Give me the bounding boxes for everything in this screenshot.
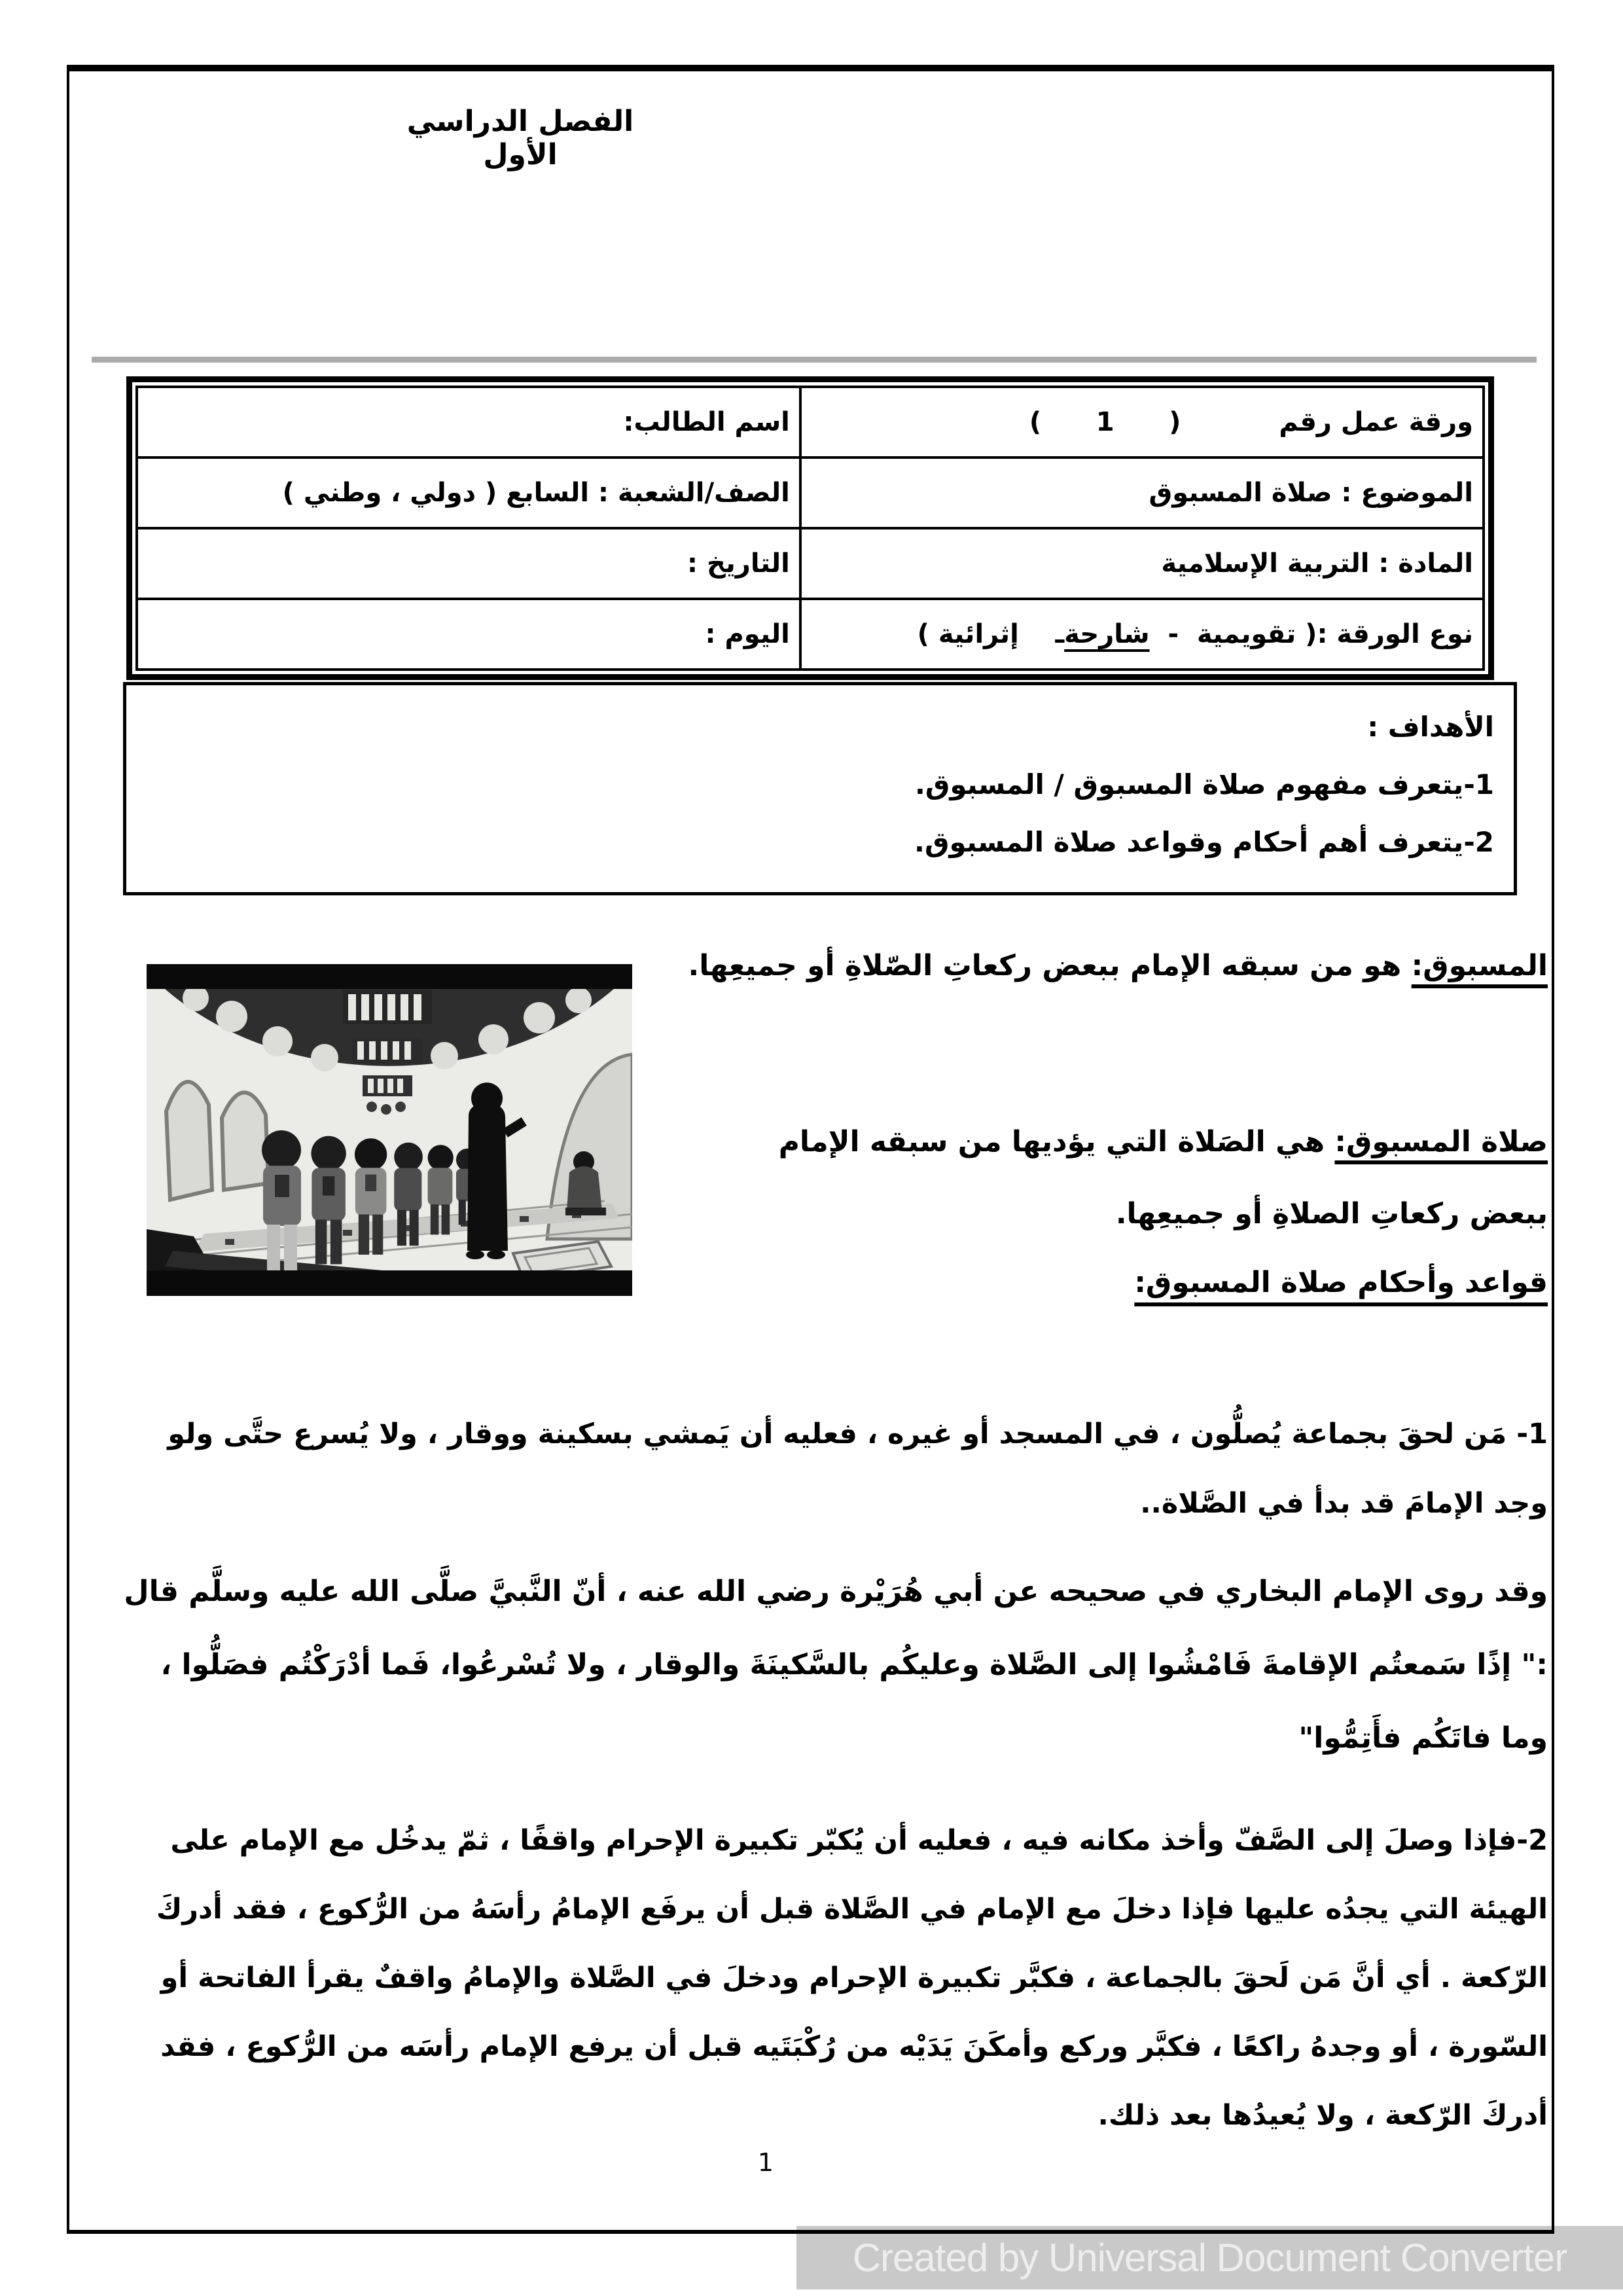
table-row-paper-type: [137, 599, 1484, 670]
rules-heading: قواعد وأحكام صلاة المسبوق:: [1134, 1266, 1548, 1299]
paragraph-line: أدركَ الرّكعة ، ولا يُعيدُها بعد ذلك.: [1097, 2099, 1548, 2132]
cell-paper-type: [800, 599, 1484, 670]
watermark-bar: [796, 2226, 1623, 2289]
cell-day: اليوم :: [137, 599, 800, 670]
semester-title: الفصل الدراسي الأول: [406, 105, 634, 171]
hadith-line: وقد روى الإمام البخاري في صحيحه عن أبي هُرَيْرة رضي الله عنه ، أنّ النَّبيَّ صلَّى الله عليه وسلَّم قال: [124, 1575, 1548, 1608]
table-row-subject: [137, 457, 1484, 528]
paragraph-line: وجد الإمامَ قد بدأ في الصَّلاة..: [1140, 1487, 1548, 1520]
definition-line: [92, 1106, 1548, 1178]
objectives-title: الأهداف :: [1367, 711, 1494, 743]
hadith-paragraph: [92, 1555, 1548, 1775]
watermark-text: Created by Universal Document Converter: [852, 2236, 1567, 2280]
objective-item: 1-يتعرف مفهوم صلاة المسبوق / المسبوق.: [914, 768, 1494, 800]
cell-subject: الموضوع : صلاة المسبوق: [800, 457, 1484, 528]
cell-worksheet-number: [800, 387, 1484, 457]
definition-text: هي الصَلاة التي يؤديها من سبقه الإمام: [778, 1125, 1335, 1158]
worksheet-number-value: ( 1 ): [1029, 407, 1181, 437]
page-number: 1: [757, 2148, 774, 2177]
definition-line: ببعض ركعاتِ الصلاةِ أو جميعِها.: [1115, 1197, 1548, 1230]
paper-type-suffix: ـ إثرائية ): [917, 619, 1065, 649]
paragraph-line: 1- مَن لحقَ بجماعة يُصلُّون ، في المسجد أو غيره ، فعليه أن يَمشي بسكينة ووقار ، ولا يُسرع حتَّى ولو: [168, 1418, 1548, 1450]
paragraph-line: 2-فإذا وصلَ إلى الصَّفّ وأخذ مكانه فيه ، فعليه أن يُكبّر تكبيرة الإحرام واقفًا ، ثمّ يدخُل مع الإمام على: [170, 1824, 1548, 1857]
info-table: [126, 376, 1494, 680]
definition-text: هو من سبقه الإمام ببعض ركعاتِ الصّلاةِ أو جميعِها.: [688, 949, 1412, 982]
cell-student-name: اسم الطالب:: [137, 387, 800, 457]
hadith-line: وما فاتَكُم فأَتِمُّوا": [1298, 1721, 1548, 1755]
rule-point-1: [92, 1399, 1548, 1538]
section-divider: [92, 357, 1537, 363]
cell-date: التاريخ :: [137, 528, 800, 599]
hadith-line: :" إذًا سَمعتُم الإقامةَ فَامْشُوا إلى الصَّلاة وعليكُم بالسَّكينَةَ والوقار ، ولا تُسْرعُوا، فَما أدْرَكْتُم فصَلُّوا ،: [160, 1648, 1548, 1681]
table-row-course: [137, 528, 1484, 599]
definition-masbouq: [92, 949, 1548, 982]
definition-term: صلاة المسبوق:: [1334, 1125, 1548, 1158]
paragraph-line: السّورة ، أو وجدهُ راكعًا ، فكبَّر وركع وأمكَنَ يَدَيْه من رُكْبَتَيه قبل أن يرفع الإمام رأسَه من الرُّكوع ، فقد: [160, 2030, 1548, 2063]
paper-type-underlined: شارحة: [1064, 619, 1150, 649]
definition-salat-masbouq: [92, 1106, 1548, 1250]
worksheet-number-label: ورقة عمل رقم: [1279, 407, 1473, 437]
objectives-box: [123, 682, 1517, 895]
cell-course: المادة : التربية الإسلامية: [800, 528, 1484, 599]
cell-class-section: الصف/الشعبة : السابع ( دولي ، وطني ): [137, 457, 800, 528]
paragraph-line: الهيئة التي يجدُه عليها فإذا دخلَ مع الإمام في الصَّلاة قبل أن يرفَع الإمامُ رأسَهُ من الرُّكوع ، فقد أدركَ: [156, 1893, 1548, 1926]
rule-point-2: [92, 1806, 1548, 2150]
table-row-worksheet: [137, 387, 1484, 457]
paragraph-line: الرّكعة . أي أنَّ مَن لَحقَ بالجماعة ، فكبَّر تكبيرة الإحرام ودخلَ في الصَّلاة والإمامُ واقفٌ يقرأ الفاتحة أو: [160, 1962, 1548, 1994]
definition-term: المسبوق:: [1411, 949, 1548, 982]
paper-type-prefix: نوع الورقة :( تقويمية -: [1149, 619, 1473, 649]
objective-item: 2-يتعرف أهم أحكام وقواعد صلاة المسبوق.: [914, 826, 1494, 858]
